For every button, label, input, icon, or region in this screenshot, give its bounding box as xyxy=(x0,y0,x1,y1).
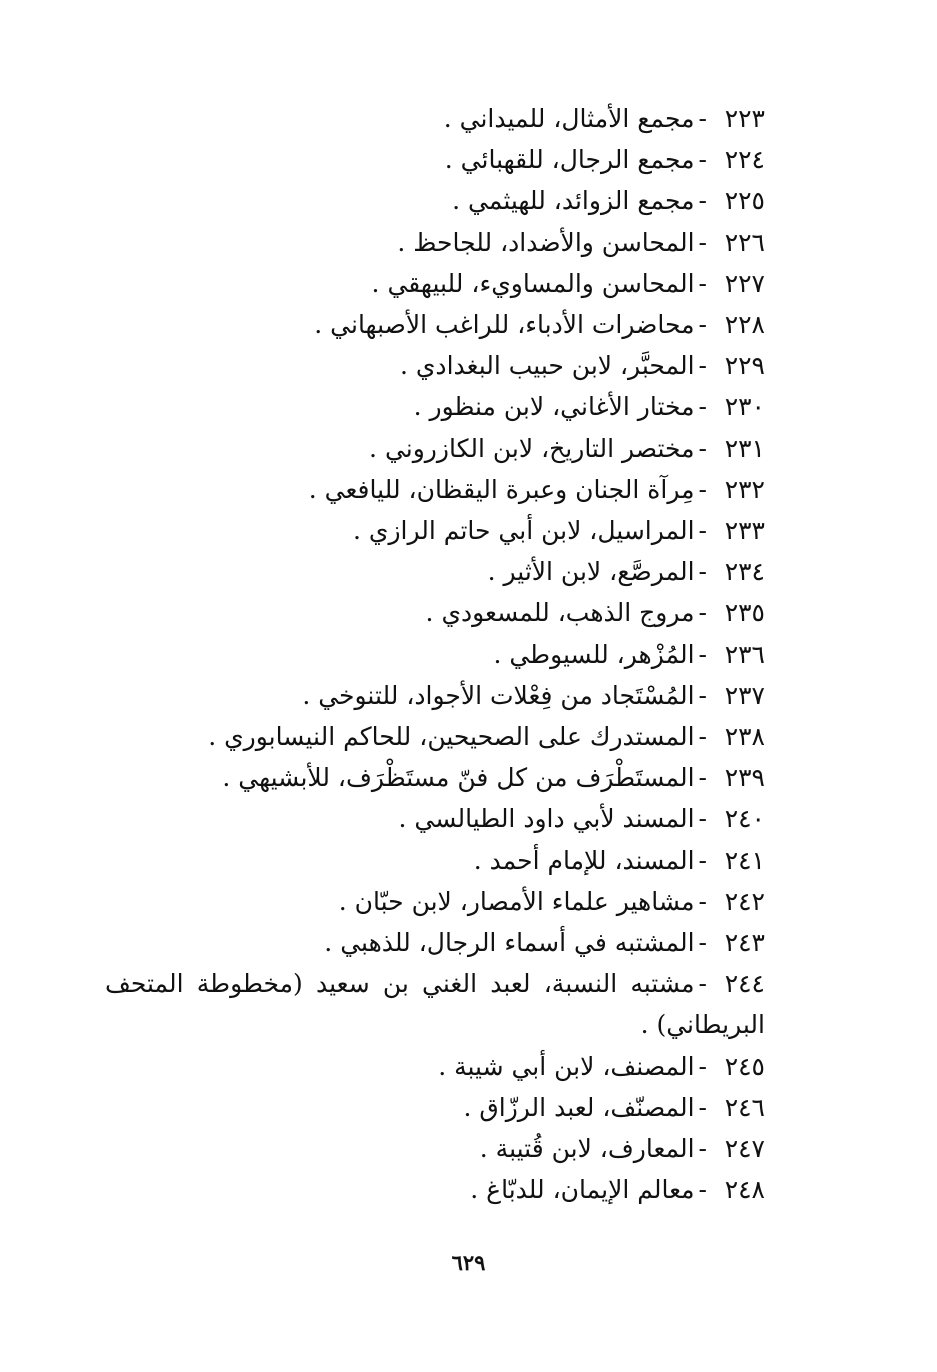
entry-text: مروج الذهب، للمسعودي . xyxy=(425,598,695,628)
entry-text: المصنف، لابن أبي شيبة . xyxy=(438,1051,695,1081)
entry-number: ٢٣٦ xyxy=(724,639,765,669)
entry-number: ٢٢٧ xyxy=(724,268,765,298)
entry-number: ٢٣٢ xyxy=(724,474,765,504)
entry-dash: - xyxy=(698,227,707,257)
bibliography-entry xyxy=(110,469,765,510)
entry-text: المستدرك على الصحيحين، للحاكم النيسابوري . xyxy=(208,722,695,752)
entry-number: ٢٣٧ xyxy=(724,680,765,710)
entry-number: ٢٢٦ xyxy=(724,227,765,257)
bibliography-entry xyxy=(105,963,765,1045)
entry-number: ٢٤٠ xyxy=(724,804,765,834)
bibliography-entry xyxy=(110,634,765,675)
entry-dash: - xyxy=(698,392,707,422)
entry-number: ٢٢٩ xyxy=(724,351,765,381)
entry-number: ٢٤٧ xyxy=(724,1134,765,1164)
entry-dash: - xyxy=(698,268,707,298)
bibliography-entry xyxy=(110,551,765,592)
bibliography-entry xyxy=(110,139,765,180)
entry-dash: - xyxy=(698,722,707,752)
entry-number: ٢٢٤ xyxy=(724,145,765,175)
entry-dash: - xyxy=(698,1092,707,1122)
entry-text: مشاهير علماء الأمصار، لابن حبّان . xyxy=(338,886,695,916)
bibliography-entry xyxy=(110,345,765,386)
bibliography-entry xyxy=(110,386,765,427)
entry-dash: - xyxy=(698,928,707,958)
bibliography-entry xyxy=(110,263,765,304)
entry-dash: - xyxy=(698,886,707,916)
entry-number: ٢٣٥ xyxy=(724,598,765,628)
bibliography-entry xyxy=(110,98,765,139)
bibliography-entry xyxy=(110,510,765,551)
entry-number: ٢٣٩ xyxy=(724,763,765,793)
bibliography-entry xyxy=(110,675,765,716)
entry-dash: - xyxy=(698,969,707,999)
entry-number: ٢٣١ xyxy=(724,433,765,463)
entry-dash: - xyxy=(698,145,707,175)
entry-text: معالم الإيمان، للدبّاغ . xyxy=(470,1175,695,1205)
bibliography-entry xyxy=(110,1128,765,1169)
entry-number: ٢٤٢ xyxy=(724,886,765,916)
entry-dash: - xyxy=(698,1175,707,1205)
bibliography-entry xyxy=(110,222,765,263)
bibliography-list xyxy=(105,98,765,1210)
entry-text: مِرآة الجنان وعبرة اليقظان، لليافعي . xyxy=(308,474,695,504)
entry-number: ٢٣٣ xyxy=(724,516,765,546)
entry-dash: - xyxy=(698,351,707,381)
entry-number: ٢٤٤ xyxy=(724,969,765,999)
entry-dash: - xyxy=(698,1051,707,1081)
bibliography-entry xyxy=(110,840,765,881)
bibliography-entry xyxy=(110,881,765,922)
entry-text: المحبَّر، لابن حبيب البغدادي . xyxy=(399,351,695,381)
entry-number: ٢٣٤ xyxy=(724,557,765,587)
entry-text: المراسيل، لابن أبي حاتم الرازي . xyxy=(353,516,695,546)
entry-number: ٢٤٨ xyxy=(724,1175,765,1205)
entry-dash: - xyxy=(698,516,707,546)
entry-dash: - xyxy=(698,186,707,216)
bibliography-entry xyxy=(110,592,765,633)
entry-number: ٢٢٣ xyxy=(724,104,765,133)
entry-text: المسند، للإمام أحمد . xyxy=(473,845,695,875)
entry-text: مجمع الزوائد، للهيثمي . xyxy=(452,186,695,216)
entry-text: المُزْهر، للسيوطي . xyxy=(493,639,695,669)
entry-text: المُسْتَجاد من فِعْلات الأجواد، للتنوخي . xyxy=(302,680,695,710)
entry-number: ٢٤٦ xyxy=(724,1092,765,1122)
entry-dash: - xyxy=(698,310,707,340)
bibliography-entry xyxy=(110,798,765,839)
entry-dash: - xyxy=(698,474,707,504)
entry-dash: - xyxy=(698,845,707,875)
entry-dash: - xyxy=(698,104,707,133)
entry-number: ٢٢٥ xyxy=(724,186,765,216)
entry-text: المحاسن والأضداد، للجاحظ . xyxy=(397,227,695,257)
entry-text: المعارف، لابن قُتيبة . xyxy=(479,1134,695,1164)
bibliography-entry xyxy=(110,1046,765,1087)
bibliography-entry xyxy=(110,428,765,469)
bibliography-entry xyxy=(110,757,765,798)
bibliography-entry xyxy=(110,180,765,221)
bibliography-entry xyxy=(110,1087,765,1128)
entry-number: ٢٤٥ xyxy=(724,1051,765,1081)
bibliography-entry xyxy=(110,716,765,757)
entry-text: المصنّف، لعبد الرزّاق . xyxy=(463,1092,695,1122)
entry-number: ٢٣٠ xyxy=(724,392,765,422)
page-number: ٦٢٩ xyxy=(451,1250,486,1275)
entry-text: المحاسن والمساويء، للبيهقي . xyxy=(371,268,695,298)
entry-text: مختصر التاريخ، لابن الكازروني . xyxy=(369,433,695,463)
entry-dash: - xyxy=(698,680,707,710)
entry-text: محاضرات الأدباء، للراغب الأصبهاني . xyxy=(314,310,695,340)
entry-dash: - xyxy=(698,639,707,669)
entry-dash: - xyxy=(698,557,707,587)
bibliography-entry xyxy=(110,1169,765,1210)
entry-text: مختار الأغاني، لابن منظور . xyxy=(413,392,695,422)
bibliography-entry xyxy=(110,304,765,345)
entry-text: المرصَّع، لابن الأثير . xyxy=(487,557,695,587)
bibliography-entry xyxy=(110,922,765,963)
entry-dash: - xyxy=(698,433,707,463)
entry-text: مجمع الأمثال، للميداني . xyxy=(443,104,695,133)
entry-dash: - xyxy=(698,1134,707,1164)
entry-text: المستَطْرَف من كل فنّ مستَظْرَف، للأبشيهي . xyxy=(222,763,695,793)
entry-dash: - xyxy=(698,763,707,793)
entry-dash: - xyxy=(698,598,707,628)
entry-dash: - xyxy=(698,804,707,834)
entry-text: مشتبه النسبة، لعبد الغني بن سعيد (مخطوطة المتحف البريطاني) . xyxy=(105,969,765,1040)
entry-number: ٢٢٨ xyxy=(724,310,765,340)
entry-text: المسند لأبي داود الطيالسي . xyxy=(398,804,695,834)
entry-number: ٢٤١ xyxy=(724,845,765,875)
entry-text: مجمع الرجال، للقهبائي . xyxy=(444,145,695,175)
entry-text: المشتبه في أسماء الرجال، للذهبي . xyxy=(324,928,695,958)
entry-number: ٢٤٣ xyxy=(724,928,765,958)
entry-number: ٢٣٨ xyxy=(724,722,765,752)
